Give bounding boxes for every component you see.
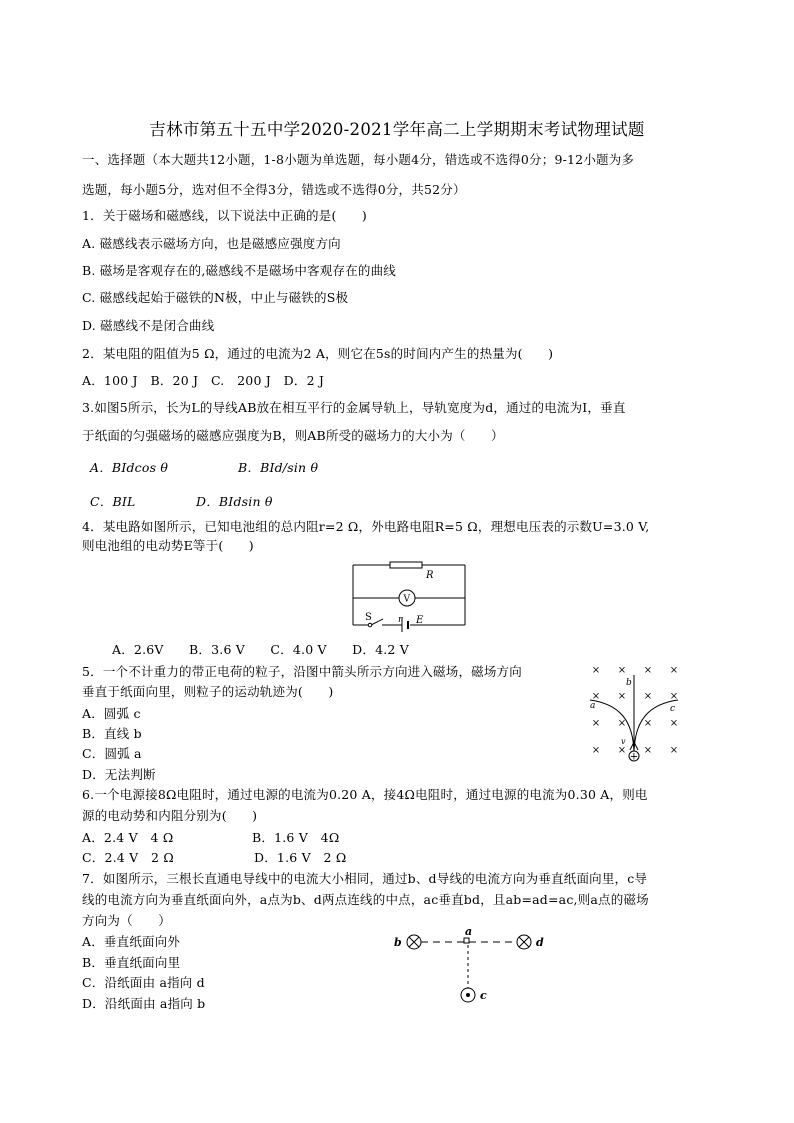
q2-options: A．100 J B．20 J C. 200 J D．2 J — [82, 373, 325, 388]
q1-option-c: C. 磁感线起始于磁铁的N极，中止与磁铁的S极 — [82, 290, 349, 305]
q6-stem-line2: 源的电动势和内阻分别为( ) — [82, 808, 258, 823]
label-r: R — [426, 570, 434, 581]
q7-option-d: D．沿纸面由 a指向 b — [82, 996, 206, 1011]
q6-option-c: C．2.4 V 2 Ω — [82, 850, 174, 865]
field-cross: × — [591, 718, 601, 729]
q5-option-a: A．圆弧 c — [82, 706, 141, 721]
q5-magnetic-field-diagram — [584, 660, 694, 770]
q6-stem-line1: 6.一个电源接8Ω电阻时，通过电源的电流为0.20 A，接4Ω电阻时，通过电源的电流为0.30 A，则电 — [82, 787, 648, 802]
field-cross: × — [669, 718, 679, 729]
field-cross: × — [591, 665, 601, 676]
q3-option-c: C．BIL — [90, 494, 136, 509]
label-e: E — [416, 615, 424, 626]
section-instructions-line1: 一、选择题（本大题共12小题，1-8小题为单选题，每小题4分，错选或不选得0分；9-12小题为多 — [82, 152, 635, 167]
label-d: d — [536, 936, 544, 949]
q4-stem-line1: 4．某电路如图所示，已知电池组的总内阻r=2 Ω，外电路电阻R=5 Ω，理想电压表的示数U=3.0 V, — [82, 519, 650, 534]
q3-option-a: A．BIdcos θ — [90, 460, 169, 475]
field-cross: × — [591, 745, 601, 756]
field-cross: × — [669, 665, 679, 676]
q3-stem-line1: 3.如图5所示，长为L的导线AB放在相互平行的金属导轨上，导轨宽度为d，通过的电流为I，垂直 — [82, 400, 626, 415]
field-cross: × — [669, 745, 679, 756]
q3-option-d: D．BIdsin θ — [196, 494, 273, 509]
q6-option-d: D．1.6 V 2 Ω — [254, 850, 347, 865]
q7-stem-line3: 方向为（ ） — [82, 913, 171, 928]
label-b: b — [626, 678, 632, 688]
field-cross: × — [617, 691, 627, 702]
q7-stem-line1: 7．如图所示，三根长直通电导线中的电流大小相同，通过b、d导线的电流方向为垂直纸面向里，c导 — [82, 871, 648, 886]
q2-stem: 2．某电阻的阻值为5 Ω，通过的电流为2 A，则它在5s的时间内产生的热量为( ) — [82, 346, 554, 361]
field-cross: × — [643, 665, 653, 676]
label-a: a — [465, 925, 473, 938]
label-c: c — [480, 989, 487, 1002]
right-angle-mark — [464, 938, 469, 943]
q1-option-d: D. 磁感线不是闭合曲线 — [82, 318, 215, 333]
switch-s — [368, 623, 372, 627]
q5-stem-line2: 垂直于纸面向里，则粒子的运动轨迹为( ) — [82, 684, 334, 699]
q3-stem-line2: 于纸面的匀强磁场的磁感应强度为B，则AB所受的磁场力的大小为（ ） — [82, 428, 504, 443]
label-c: c — [670, 704, 676, 714]
q1-option-b: B. 磁场是客观存在的,磁感线不是磁场中客观存在的曲线 — [82, 263, 397, 278]
q1-option-a: A. 磁感线表示磁场方向，也是磁感应强度方向 — [82, 236, 341, 251]
field-cross: × — [669, 691, 679, 702]
section-instructions-line2: 选题，每小题5分，选对但不全得3分，错选或不选得0分，共52分） — [82, 182, 466, 197]
label-s: S — [365, 612, 372, 623]
field-cross: × — [617, 665, 627, 676]
q7-option-b: B．垂直纸面向里 — [82, 955, 181, 970]
q4-circuit-diagram — [350, 560, 470, 635]
page-title: 吉林市第五十五中学2020-2021学年高二上学期期末考试物理试题 — [149, 120, 645, 139]
label-a: a — [590, 701, 596, 711]
q5-option-b: B．直线 b — [82, 726, 142, 741]
resistor-r — [390, 562, 422, 568]
q3-option-b: B．BId/sin θ — [238, 460, 319, 475]
field-cross: × — [617, 718, 627, 729]
q4-options: A．2.6V B．3.6 V C．4.0 V D．4.2 V — [112, 642, 409, 657]
q1-stem: 1．关于磁场和磁感线，以下说法中正确的是( ) — [82, 208, 368, 223]
particle-plus: + — [629, 751, 639, 763]
q7-option-c: C．沿纸面由 a指向 d — [82, 975, 205, 990]
q6-option-a: A．2.4 V 4 Ω — [82, 830, 174, 845]
field-cross: × — [643, 691, 653, 702]
q6-option-b: B．1.6 V 4Ω — [252, 830, 340, 845]
field-cross: × — [591, 691, 601, 702]
field-cross: × — [643, 718, 653, 729]
field-cross: × — [643, 745, 653, 756]
q7-option-a: A．垂直纸面向外 — [82, 934, 181, 949]
field-cross: × — [617, 745, 627, 756]
label-v: V — [403, 594, 410, 605]
q4-stem-line2: 则电池组的电动势E等于( ) — [82, 538, 254, 553]
q7-wire-diagram — [390, 925, 550, 1005]
label-r-small: r — [398, 615, 403, 625]
label-v: v — [621, 737, 626, 746]
q5-option-d: D．无法判断 — [82, 767, 156, 782]
q5-option-c: C．圆弧 a — [82, 746, 142, 761]
q7-stem-line2: 线的电流方向为垂直纸面向外，a点为b、d两点连线的中点，ac垂直bd，且ab=ad=ac,则a点的磁场 — [82, 892, 649, 907]
label-b: b — [394, 936, 402, 949]
q5-stem-line1: 5．一个不计重力的带正电荷的粒子，沿图中箭头所示方向进入磁场，磁场方向 — [82, 664, 522, 679]
